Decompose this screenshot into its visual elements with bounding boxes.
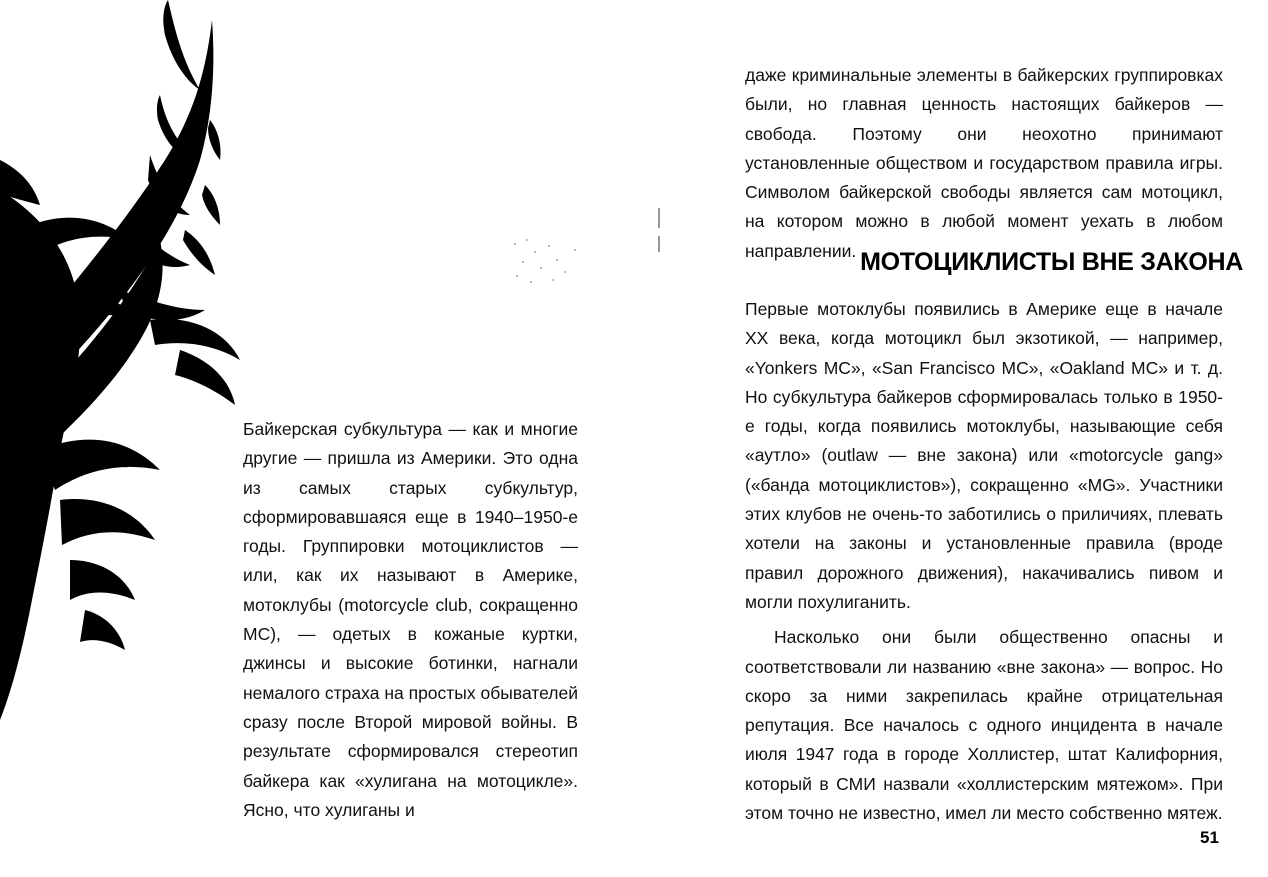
left-page-text (243, 415, 578, 825)
right-top-paragraph: даже криминальные элементы в байкерских группировках были, но главная ценность настоящих байкеров — свобода. Поэтому они неохотно принимают установленные обществом и государством правила игры. Символом байкерской свободы является сам мотоцикл, на котором можно в любой момент уехать в любом направлении. (745, 65, 1223, 261)
body-paragraph-2: Насколько они были общественно опасны и соответствовали ли названию «вне закона» — вопрос. Но скоро за ними закрепилась крайне отрицательная репутация. Все началось с одного инцидента в начале июля 1947 года в городе Холлистер, штат Калифорния, который в СМИ назвали «холлистерским мятежом». При этом точно не известно, имел ли место собственно мятеж. (745, 627, 1223, 824)
gutter-mark (658, 236, 660, 252)
page-number: 51 (1200, 828, 1219, 847)
print-specks (505, 232, 585, 292)
section-heading: МОТОЦИКЛИСТЫ ВНЕ ЗАКОНА (860, 248, 1243, 276)
right-page-body (745, 295, 1223, 828)
left-paragraph: Байкерская субкультура — как и многие другие — пришла из Америки. Это одна из самых старых субкультур, сформировавшаяся еще в 1940–1950-е годы. Группировки мотоциклистов — или, как их называют в Америке, мотоклубы (motorcycle club, сокращенно МС), — одетых в кожаные куртки, джинсы и высокие ботинки, нагнали немалого страха на простых обывателей сразу после Второй мировой войны. В результате сформировался стереотип байкера как «хулигана на мотоцикле». Ясно, что хулиганы и (243, 419, 578, 820)
tribal-ornament-icon (0, 0, 250, 720)
gutter-mark (658, 208, 660, 228)
body-paragraph-1: Первые мотоклубы появились в Америке еще в начале XX века, когда мотоцикл был экзотикой, — например, «Yonkers MC», «San Francisco MC», «Oakland MC» и т. д. Но субкультура байкеров сформировалась только в 1950-е годы, когда появились мотоклубы, называющие себя «аутло» (outlaw — вне закона) или «motorcycle gang» («банда мотоциклистов»), сокращенно «MG». Участники этих клубов не очень-то заботились о приличиях, плевать хотели на законы и установленные правила (вроде правил дорожного движения), накачивались пивом и могли похулиганить. (745, 299, 1223, 612)
right-page-top-text (745, 61, 1223, 266)
